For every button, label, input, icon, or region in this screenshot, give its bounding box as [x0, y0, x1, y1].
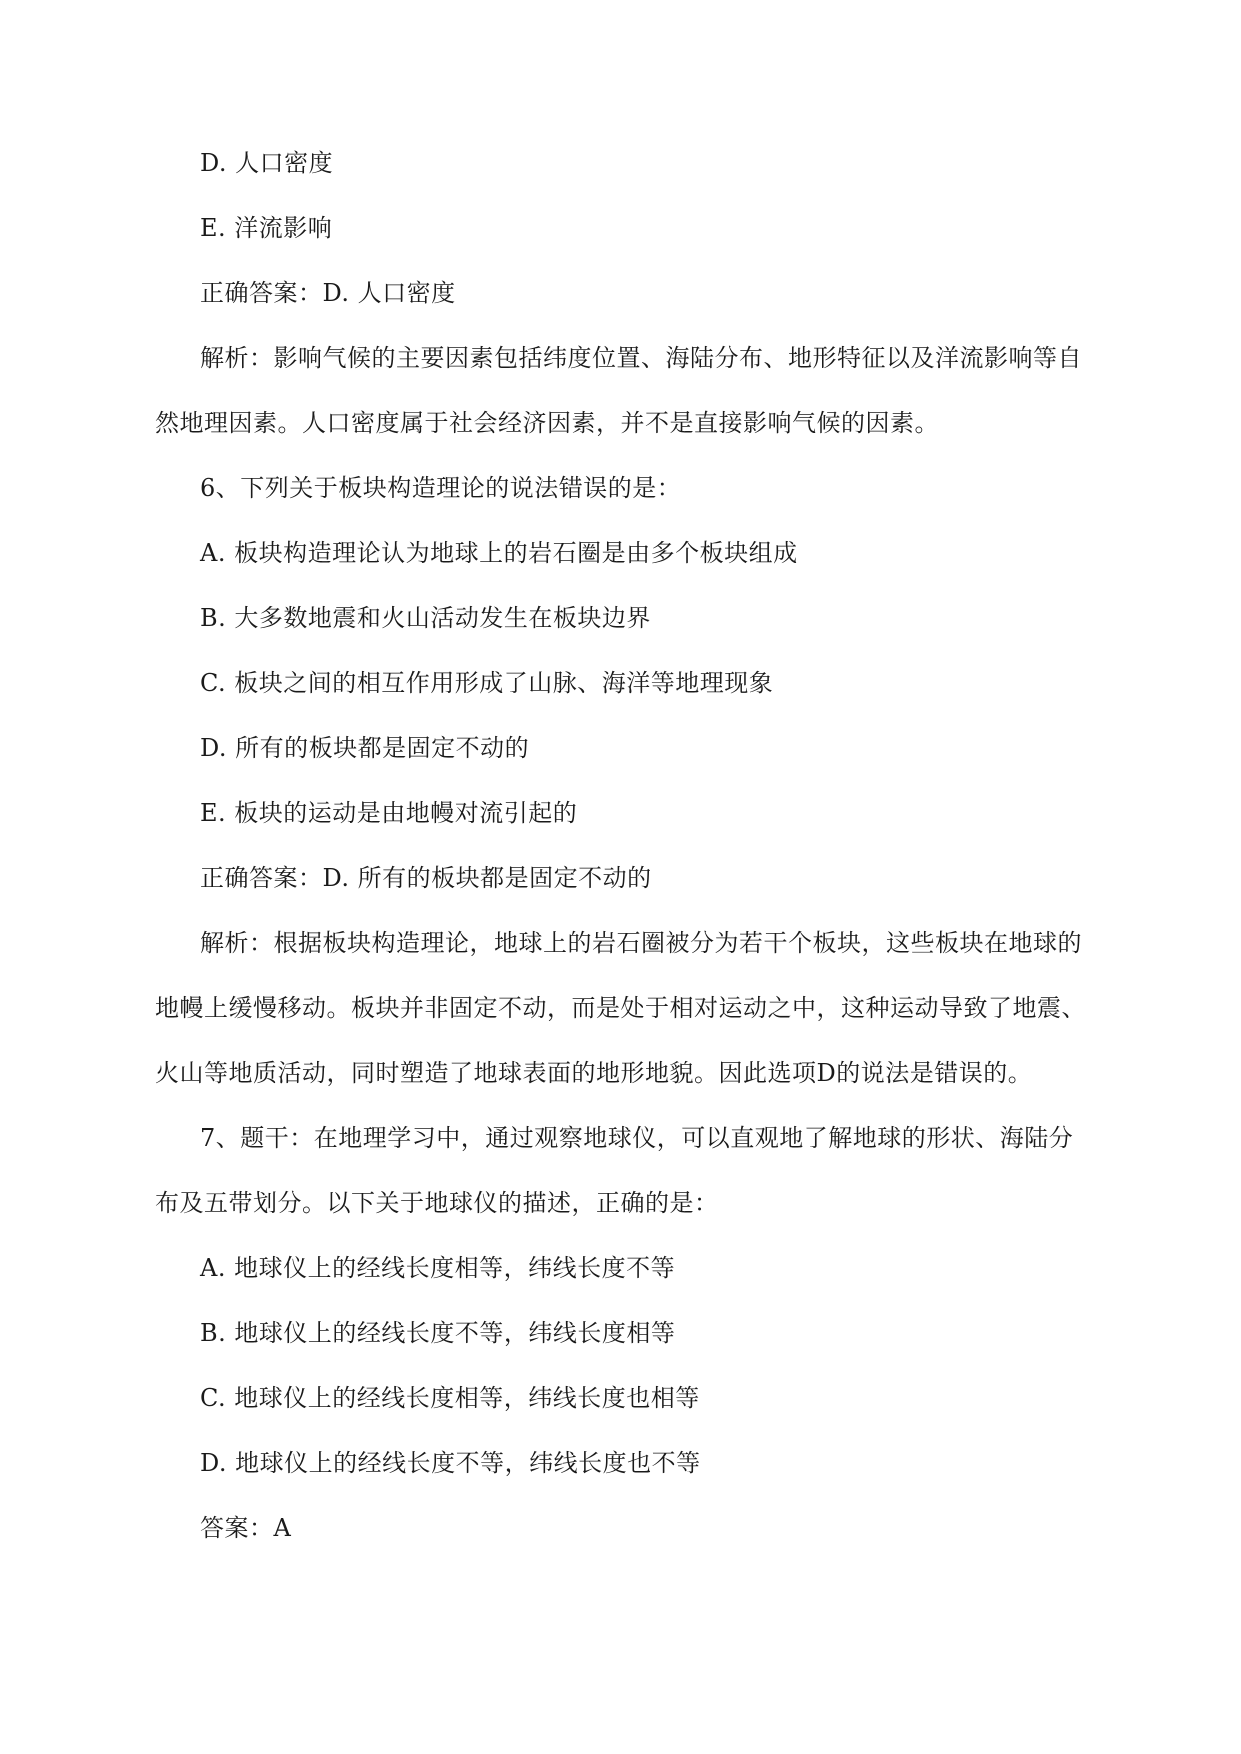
q6-analysis-line-3: 火山等地质活动，同时塑造了地球表面的地形地貌。因此选项D的说法是错误的。 — [155, 1059, 1033, 1087]
q6-analysis-line-2: 地幔上缓慢移动。板块并非固定不动，而是处于相对运动之中，这种运动导致了地震、 — [155, 994, 1086, 1022]
q7-answer: 答案：A — [200, 1514, 292, 1542]
q5-analysis-line-2: 然地理因素。人口密度属于社会经济因素，并不是直接影响气候的因素。 — [155, 409, 939, 437]
q5-option-d: D. 人口密度 — [200, 149, 334, 177]
q7-stem-line-1: 7、题干：在地理学习中，通过观察地球仪，可以直观地了解地球的形状、海陆分 — [200, 1124, 1074, 1152]
q6-answer: 正确答案：D. 所有的板块都是固定不动的 — [200, 864, 652, 892]
q6-option-e: E. 板块的运动是由地幔对流引起的 — [200, 799, 578, 827]
q5-option-e: E. 洋流影响 — [200, 214, 333, 242]
q6-analysis-line-1: 解析：根据板块构造理论，地球上的岩石圈被分为若干个板块，这些板块在地球的 — [200, 929, 1082, 957]
q7-option-c: C. 地球仪上的经线长度相等，纬线长度也相等 — [200, 1384, 700, 1412]
q5-analysis-line-1: 解析：影响气候的主要因素包括纬度位置、海陆分布、地形特征以及洋流影响等自 — [200, 344, 1082, 372]
q7-stem-line-2: 布及五带划分。以下关于地球仪的描述，正确的是： — [155, 1189, 719, 1217]
q7-option-d: D. 地球仪上的经线长度不等，纬线长度也不等 — [200, 1449, 701, 1477]
q6-option-d: D. 所有的板块都是固定不动的 — [200, 734, 530, 762]
q6-option-a: A. 板块构造理论认为地球上的岩石圈是由多个板块组成 — [200, 539, 798, 567]
q6-stem: 6、下列关于板块构造理论的说法错误的是： — [200, 474, 682, 502]
q7-option-b: B. 地球仪上的经线长度不等，纬线长度相等 — [200, 1319, 676, 1347]
q5-answer: 正确答案：D. 人口密度 — [200, 279, 456, 307]
q6-option-c: C. 板块之间的相互作用形成了山脉、海洋等地理现象 — [200, 669, 774, 697]
q7-option-a: A. 地球仪上的经线长度相等，纬线长度不等 — [200, 1254, 676, 1282]
q6-option-b: B. 大多数地震和火山活动发生在板块边界 — [200, 604, 651, 632]
